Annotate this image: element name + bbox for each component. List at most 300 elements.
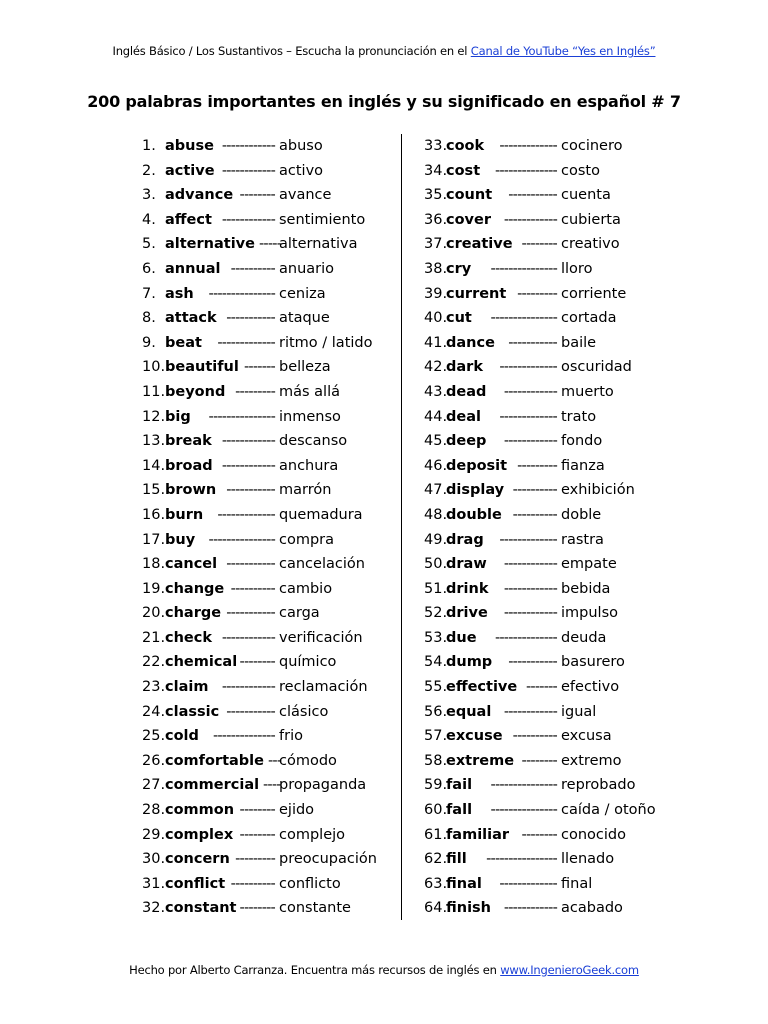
vocab-word: dump: [446, 654, 493, 671]
vocab-translation: excusa: [561, 728, 612, 745]
vocab-translation: carga: [279, 605, 320, 622]
vocab-number: 12.: [142, 408, 166, 425]
vocab-row: [142, 724, 442, 749]
vocab-word: display: [446, 482, 505, 499]
vocab-number: 31.: [142, 875, 166, 892]
vocab-row: [424, 331, 724, 356]
website-link[interactable]: www.IngenieroGeek.com: [500, 963, 639, 977]
vocab-dashes: --------: [239, 826, 275, 843]
vocab-word: concern: [165, 851, 230, 868]
vocab-word: cost: [446, 162, 481, 179]
vocab-number: 7.: [142, 285, 156, 302]
vocab-dashes: ------------: [221, 457, 275, 474]
vocab-row: [424, 429, 724, 454]
vocab-row: [142, 134, 442, 159]
vocab-translation: deuda: [561, 629, 607, 646]
vocab-dashes: ---------------: [208, 285, 275, 302]
vocab-translation: llenado: [561, 851, 615, 868]
vocab-row: [142, 282, 442, 307]
vocab-word: dark: [446, 359, 483, 376]
vocab-dashes: -------------: [499, 408, 557, 425]
vocab-word: brown: [165, 482, 217, 499]
vocab-word: dance: [446, 334, 495, 351]
vocab-dashes: ---------: [235, 383, 275, 400]
vocab-row: [142, 232, 442, 257]
vocab-translation: conocido: [561, 826, 626, 843]
vocab-dashes: -------------: [499, 359, 557, 376]
vocab-row: [424, 896, 724, 921]
vocab-dashes: ----------: [512, 482, 557, 499]
vocab-number: 54.: [424, 654, 448, 671]
vocab-word: active: [165, 162, 215, 179]
vocab-dashes: --------: [239, 654, 275, 671]
vocab-translation: reprobado: [561, 777, 636, 794]
vocab-translation: oscuridad: [561, 359, 632, 376]
vocab-number: 37.: [424, 236, 448, 253]
vocab-dashes: ----------: [230, 875, 275, 892]
vocab-dashes: ---------------: [490, 802, 557, 819]
vocab-dashes: ---------: [517, 285, 557, 302]
vocab-dashes: --------------: [494, 162, 557, 179]
vocab-dashes: -------: [525, 679, 557, 696]
vocab-row: [142, 380, 442, 405]
vocab-translation: belleza: [279, 359, 331, 376]
vocab-word: draw: [446, 556, 487, 573]
vocab-word: cry: [446, 260, 472, 277]
vocab-number: 8.: [142, 310, 156, 327]
vocab-row: [142, 823, 442, 848]
vocab-number: 52.: [424, 605, 448, 622]
vocab-number: 4.: [142, 211, 156, 228]
vocab-dashes: ----------: [230, 260, 275, 277]
vocab-row: [142, 159, 442, 184]
vocab-word: commercial: [165, 777, 260, 794]
vocab-number: 6.: [142, 260, 156, 277]
vocab-number: 27.: [142, 777, 166, 794]
vocab-word: dead: [446, 383, 487, 400]
vocab-word: attack: [165, 310, 217, 327]
vocab-number: 16.: [142, 506, 166, 523]
vocab-word: cut: [446, 310, 472, 327]
vocab-number: 33.: [424, 138, 448, 154]
vocab-dashes: -----------: [226, 605, 275, 622]
vocab-row: [424, 478, 724, 503]
vocab-word: burn: [165, 506, 204, 523]
vocab-translation: propaganda: [279, 777, 367, 794]
vocab-translation: frio: [279, 728, 303, 745]
vocab-word: creative: [446, 236, 513, 253]
vocab-translation: preocupación: [279, 851, 377, 868]
vocab-row: [142, 552, 442, 577]
vocab-number: 19.: [142, 580, 166, 597]
vocab-word: alternative: [165, 236, 255, 253]
vocab-dashes: -------------: [217, 334, 275, 351]
vocab-translation: acabado: [561, 900, 623, 917]
column-divider: [401, 134, 402, 920]
vocab-row: [424, 232, 724, 257]
vocab-translation: trato: [561, 408, 597, 425]
vocab-word: buy: [165, 531, 196, 548]
vocab-row: [424, 749, 724, 774]
vocab-dashes: ------------: [221, 162, 275, 179]
vocab-row: [424, 577, 724, 602]
vocab-row: [142, 773, 442, 798]
vocab-translation: compra: [279, 531, 335, 548]
vocab-dashes: ------------: [221, 211, 275, 228]
vocab-word: finish: [446, 900, 491, 917]
vocab-word: deep: [446, 433, 487, 450]
vocab-number: 21.: [142, 629, 166, 646]
vocab-row: [424, 847, 724, 872]
vocab-row: [424, 552, 724, 577]
vocab-dashes: ------------: [503, 211, 557, 228]
vocab-number: 24.: [142, 703, 166, 720]
vocab-number: 26.: [142, 752, 166, 769]
vocab-number: 43.: [424, 383, 448, 400]
document-title: 200 palabras importantes en inglés y su significado en español # 7: [87, 92, 681, 111]
vocab-dashes: ---------------: [490, 777, 557, 794]
vocab-translation: inmenso: [279, 408, 341, 425]
vocab-dashes: -----------: [226, 703, 275, 720]
vocab-row: [424, 528, 724, 553]
vocab-word: broad: [165, 457, 213, 474]
vocab-dashes: -----------: [226, 310, 275, 327]
vocab-number: 22.: [142, 654, 166, 671]
vocab-row: [424, 454, 724, 479]
vocab-number: 29.: [142, 826, 166, 843]
vocab-number: 60.: [424, 802, 448, 819]
vocab-translation: descanso: [279, 433, 348, 450]
vocab-translation: doble: [561, 506, 602, 523]
vocab-translation: anchura: [279, 457, 339, 474]
vocab-row: [424, 306, 724, 331]
vocab-number: 32.: [142, 900, 166, 917]
vocab-number: 62.: [424, 851, 448, 868]
vocab-word: classic: [165, 703, 220, 720]
vocab-translation: cómodo: [279, 752, 337, 769]
vocab-number: 1.: [142, 138, 156, 154]
vocab-word: fail: [446, 777, 473, 794]
vocab-word: cook: [446, 138, 485, 154]
vocab-translation: verificación: [279, 629, 363, 646]
vocab-word: cancel: [165, 556, 218, 573]
page-header: [0, 44, 768, 58]
vocab-number: 39.: [424, 285, 448, 302]
vocab-translation: rastra: [561, 531, 604, 548]
vocab-dashes: ------------: [503, 900, 557, 917]
vocab-row: [142, 847, 442, 872]
vocab-number: 45.: [424, 433, 448, 450]
vocab-number: 47.: [424, 482, 448, 499]
vocab-row: [142, 257, 442, 282]
vocab-dashes: ---------: [235, 851, 275, 868]
vocab-dashes: ----------------: [486, 851, 557, 868]
vocab-dashes: ------------: [221, 679, 275, 696]
vocab-word: constant: [165, 900, 237, 917]
vocab-word: fall: [446, 802, 473, 819]
vocab-word: final: [446, 875, 482, 892]
vocab-row: [142, 355, 442, 380]
vocab-number: 63.: [424, 875, 448, 892]
vocab-number: 9.: [142, 334, 156, 351]
vocab-translation: impulso: [561, 605, 619, 622]
vocab-word: deposit: [446, 457, 508, 474]
vocab-row: [142, 601, 442, 626]
vocab-word: break: [165, 433, 212, 450]
vocab-number: 55.: [424, 679, 448, 696]
vocab-dashes: ----------: [512, 506, 557, 523]
vocab-translation: lloro: [561, 260, 593, 277]
vocab-word: charge: [165, 605, 222, 622]
vocab-number: 23.: [142, 679, 166, 696]
vocab-number: 40.: [424, 310, 448, 327]
vocab-row: [142, 183, 442, 208]
vocab-number: 44.: [424, 408, 448, 425]
vocab-translation: activo: [279, 162, 324, 179]
vocab-translation: avance: [279, 187, 332, 204]
vocab-dashes: ---------: [517, 457, 557, 474]
vocab-dashes: --------: [239, 900, 275, 917]
header-text: Inglés Básico / Los Sustantivos – Escucha la pronunciación en el: [112, 44, 471, 58]
vocab-number: 59.: [424, 777, 448, 794]
vocab-dashes: ------------: [221, 138, 275, 154]
vocab-dashes: ----------: [230, 580, 275, 597]
vocab-number: 25.: [142, 728, 166, 745]
vocab-row: [424, 183, 724, 208]
vocab-number: 58.: [424, 752, 448, 769]
vocab-number: 49.: [424, 531, 448, 548]
vocab-dashes: -----------: [508, 334, 557, 351]
vocab-number: 2.: [142, 162, 156, 179]
vocab-dashes: --------: [521, 236, 557, 253]
vocab-dashes: ------------: [503, 383, 557, 400]
vocab-translation: ritmo / latido: [279, 334, 373, 351]
vocab-row: [424, 823, 724, 848]
vocab-row: [424, 503, 724, 528]
vocab-number: 35.: [424, 187, 448, 204]
vocab-dashes: ------------: [503, 703, 557, 720]
vocab-row: [424, 159, 724, 184]
vocab-dashes: --------------: [494, 629, 557, 646]
vocab-row: [142, 528, 442, 553]
vocab-word: deal: [446, 408, 481, 425]
vocab-translation: más allá: [279, 383, 341, 400]
vocab-row: [142, 405, 442, 430]
vocab-word: complex: [165, 826, 234, 843]
vocab-dashes: --------------: [212, 728, 275, 745]
vocab-translation: reclamación: [279, 679, 368, 696]
vocab-row: [142, 896, 442, 921]
vocab-word: familiar: [446, 826, 510, 843]
vocab-row: [142, 749, 442, 774]
vocab-translation: cortada: [561, 310, 617, 327]
vocab-number: 5.: [142, 236, 156, 253]
vocab-number: 13.: [142, 433, 166, 450]
vocab-number: 17.: [142, 531, 166, 548]
footer-text: Hecho por Alberto Carranza. Encuentra más recursos de inglés en: [129, 963, 501, 977]
vocab-row: [424, 724, 724, 749]
vocab-row: [142, 429, 442, 454]
vocab-word: cold: [165, 728, 199, 745]
vocab-translation: muerto: [561, 383, 614, 400]
vocab-dashes: -------------: [499, 875, 557, 892]
vocab-number: 10.: [142, 359, 166, 376]
vocab-dashes: -----------: [508, 654, 557, 671]
vocab-number: 28.: [142, 802, 166, 819]
vocab-row: [424, 134, 724, 159]
vocab-row: [142, 675, 442, 700]
vocab-number: 34.: [424, 162, 448, 179]
vocab-translation: basurero: [561, 654, 625, 671]
vocab-word: excuse: [446, 728, 503, 745]
vocab-number: 48.: [424, 506, 448, 523]
vocab-translation: ejido: [279, 802, 315, 819]
vocab-row: [424, 257, 724, 282]
vocab-translation: fianza: [561, 457, 605, 474]
vocab-dashes: ---------------: [208, 531, 275, 548]
vocab-word: equal: [446, 703, 492, 720]
vocab-word: cover: [446, 211, 491, 228]
vocab-word: count: [446, 187, 493, 204]
vocab-word: affect: [165, 211, 212, 228]
vocab-translation: ataque: [279, 310, 330, 327]
vocab-word: comfortable: [165, 752, 264, 769]
vocab-number: 14.: [142, 457, 166, 474]
vocab-dashes: ------------: [503, 433, 557, 450]
vocab-row: [142, 503, 442, 528]
vocab-word: annual: [165, 260, 221, 277]
vocab-dashes: -----------: [508, 187, 557, 204]
vocabulary-column-left: [142, 134, 442, 921]
vocab-word: advance: [165, 187, 234, 204]
vocab-translation: químico: [279, 654, 337, 671]
vocab-number: 30.: [142, 851, 166, 868]
vocab-row: [142, 454, 442, 479]
vocab-translation: cuenta: [561, 187, 611, 204]
vocab-word: fill: [446, 851, 467, 868]
vocab-translation: ceniza: [279, 285, 326, 302]
vocab-number: 20.: [142, 605, 166, 622]
vocab-row: [142, 331, 442, 356]
vocab-translation: cancelación: [279, 556, 365, 573]
vocab-number: 15.: [142, 482, 166, 499]
vocab-dashes: -----------: [226, 482, 275, 499]
vocab-number: 38.: [424, 260, 448, 277]
vocab-number: 56.: [424, 703, 448, 720]
vocab-dashes: -------: [243, 359, 275, 376]
vocab-dashes: ---------------: [490, 260, 557, 277]
vocab-dashes: ---------------: [208, 408, 275, 425]
vocab-translation: constante: [279, 900, 351, 917]
vocab-row: [142, 478, 442, 503]
vocab-row: [142, 577, 442, 602]
vocab-word: check: [165, 629, 212, 646]
vocabulary-column-right: [424, 134, 724, 921]
vocab-dashes: ---: [268, 752, 282, 769]
vocab-row: [142, 872, 442, 897]
vocab-number: 50.: [424, 556, 448, 573]
vocab-dashes: ------------: [503, 605, 557, 622]
vocab-translation: cambio: [279, 580, 333, 597]
vocab-number: 18.: [142, 556, 166, 573]
vocab-row: [142, 626, 442, 651]
vocab-word: common: [165, 802, 235, 819]
vocab-word: beautiful: [165, 359, 239, 376]
vocab-row: [142, 700, 442, 725]
vocab-dashes: --------: [239, 187, 275, 204]
vocab-translation: marrón: [279, 482, 332, 499]
vocab-translation: caída / otoño: [561, 802, 656, 819]
vocab-row: [424, 380, 724, 405]
vocab-translation: efectivo: [561, 679, 620, 696]
vocab-translation: igual: [561, 703, 597, 720]
page-footer: [0, 963, 768, 977]
vocab-number: 46.: [424, 457, 448, 474]
vocab-dashes: ----: [263, 777, 281, 794]
vocab-row: [424, 282, 724, 307]
vocab-translation: abuso: [279, 138, 323, 154]
vocab-word: abuse: [165, 138, 214, 154]
vocab-translation: final: [561, 875, 593, 892]
vocab-translation: clásico: [279, 703, 329, 720]
vocab-word: effective: [446, 679, 518, 696]
vocab-dashes: -------------: [499, 531, 557, 548]
vocab-number: 57.: [424, 728, 448, 745]
vocab-word: due: [446, 629, 477, 646]
vocab-row: [424, 798, 724, 823]
vocab-number: 11.: [142, 383, 166, 400]
vocab-translation: cubierta: [561, 211, 621, 228]
vocab-dashes: ----------: [512, 728, 557, 745]
vocab-number: 3.: [142, 187, 156, 204]
vocab-number: 64.: [424, 900, 448, 917]
vocab-number: 51.: [424, 580, 448, 597]
vocab-dashes: ------------: [221, 629, 275, 646]
vocab-dashes: -------------: [499, 138, 557, 154]
vocab-translation: alternativa: [279, 236, 358, 253]
vocab-row: [142, 798, 442, 823]
vocab-row: [424, 208, 724, 233]
vocab-word: extreme: [446, 752, 515, 769]
vocab-row: [424, 405, 724, 430]
vocab-row: [424, 650, 724, 675]
vocab-number: 41.: [424, 334, 448, 351]
vocab-dashes: ------------: [503, 580, 557, 597]
vocab-translation: bebida: [561, 580, 611, 597]
vocab-word: claim: [165, 679, 209, 696]
vocab-dashes: -----: [259, 236, 282, 253]
vocab-dashes: --------: [239, 802, 275, 819]
vocab-translation: cocinero: [561, 138, 623, 154]
vocab-number: 42.: [424, 359, 448, 376]
vocab-translation: anuario: [279, 260, 335, 277]
vocab-word: drag: [446, 531, 484, 548]
vocab-word: big: [165, 408, 191, 425]
vocab-dashes: ------------: [221, 433, 275, 450]
vocab-translation: quemadura: [279, 506, 363, 523]
youtube-channel-link[interactable]: Canal de YouTube “Yes en Inglés”: [470, 44, 656, 58]
vocab-number: 36.: [424, 211, 448, 228]
vocab-row: [424, 626, 724, 651]
vocab-dashes: ---------------: [490, 310, 557, 327]
vocab-row: [142, 650, 442, 675]
vocab-row: [424, 675, 724, 700]
vocab-translation: corriente: [561, 285, 627, 302]
vocab-translation: sentimiento: [279, 211, 366, 228]
vocab-translation: complejo: [279, 826, 346, 843]
vocab-translation: conflicto: [279, 875, 341, 892]
vocab-word: drink: [446, 580, 489, 597]
